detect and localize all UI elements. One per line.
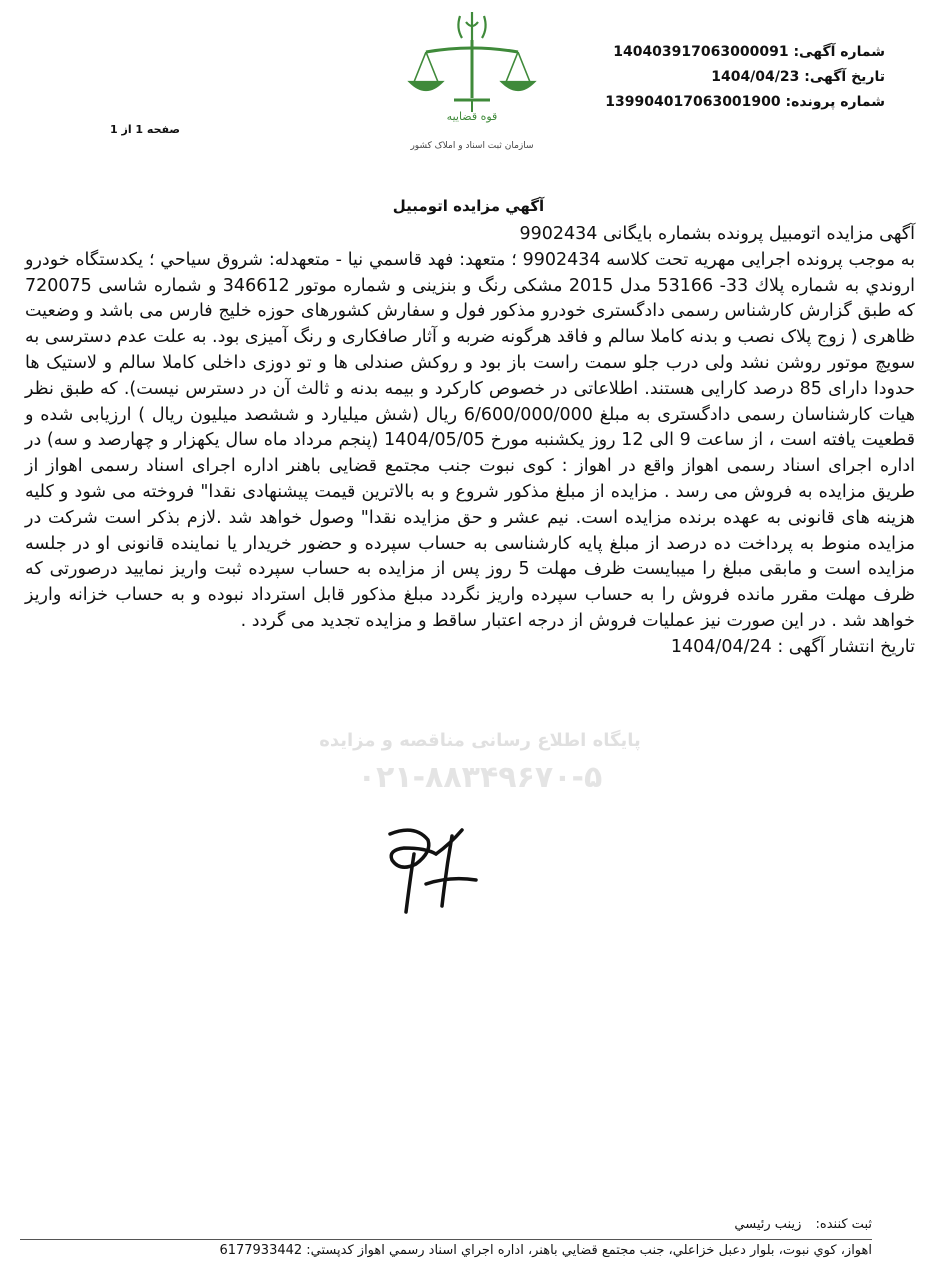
case-number: 139904017063001900: [605, 94, 781, 110]
watermark-phone: ۰۲۱-۸۸۳۴۹۶۷۰-۵: [357, 760, 603, 795]
watermark-line1: پایگاه اطلاع رسانی مناقصه و مزایده: [319, 730, 641, 751]
registrar-row: [20, 1213, 872, 1236]
notice-date-label: تاریخ آگهی:: [804, 69, 885, 85]
notice-number-row: [555, 40, 885, 65]
notice-main-text: به موجب پرونده اجرایی مهریه تحت کلاسه 9902434 ؛ متعهد: فهد قاسمي نيا - متعهدله: شروق سياحي ؛ يکدستگاه خودرو اروندي به شماره پلاك 33- 53166 مدل 2015 مشکی رنگ و بنزینی و شماره موتور 346612 و شماره شاسی 720075 که طبق گزارش کارشناس رسمی دادگستری خودرو مذکور فول و سفارش کشورهای حوزه خلیج فارس می باشد و وضعیت ظاهری ( زوج پلاک نصب و بدنه کاملا سالم و فاقد هرگونه ضربه و آثار صافکاری و رنگ آمیزی بود. به علت عدم دسترسی به سویچ موتور روشن نشد ولی درب جلو سمت راست باز بود و روکش صندلی ها و تو دوزی داخلی کاملا سالم و لاستیک ها حدودا دارای 85 درصد کارایی هستند. اطلاعاتی در خصوص کارکرد و بیمه بدنه و ثالث آن در دسترس نیست). که طبق نظر هیات کارشناسان رسمی دادگستری به مبلغ 6/600/000/000 ریال (شش میلیارد و ششصد میلیون ریال ) ارزیابی شده و قطعیت یافته است ، از ساعت 9 الی 12 روز یکشنبه مورخ 1404/05/05 (پنجم مرداد ماه سال یکهزار و چهارصد و سه) در اداره اجرای اسناد رسمی اهواز واقع در اهواز : کوی نبوت جنب مجتمع قضایی باهنر اداره اجرای اسناد رسمی اهواز از طریق مزایده به فروش می رسد . مزایده از مبلغ مذکور شروع و به بالاترین قیمت پیشنهادی نقدا" فروخته می شود و کلیه هزینه های قانونی به عهده برنده مزایده است. نیم عشر و حق مزایده نقدا" وصول خواهد شد .لازم بذکر است شرکت در مزایده منوط به پرداخت ده درصد از مبلغ پایه کارشناسی به حساب سپرده و حضور خریدار یا نماینده قانونی او در جلسه مزایده است و مابقی مبلغ را میبایست ظرف مهلت 5 روز پس از مزایده به حساب سپرده ثبت واریز نمایید درصورتی که ظرف مهلت مقرر مانده فروش را به حساب سپرده واریز نگردد مبلغ مذکور قابل استرداد نبوده و به حساب خزانه واریز خواهد شد . در این صورت نیز عملیات فروش از درجه اعتبار ساقط و مزایده تجدید می گردد .: [25, 249, 916, 631]
judiciary-emblem-icon: [392, 8, 552, 158]
publish-date: تاریخ انتشار آگهی : 1404/04/24: [670, 636, 915, 657]
emblem-org-line2: سازمان ثبت اسناد و املاک کشور: [410, 141, 534, 151]
registrar-label: ثبت کننده:: [815, 1217, 872, 1232]
emblem-org-line1: قوه قضاییه: [446, 110, 498, 123]
case-number-label: شماره پرونده:: [785, 94, 885, 110]
notice-date: 1404/04/23: [711, 69, 800, 85]
notice-title: آگهي مزايده اتومبيل: [392, 197, 545, 215]
address-row: [20, 1239, 872, 1262]
notice-meta: [555, 40, 885, 115]
footer: [20, 1213, 872, 1262]
registrar-name: زينب رئيسي: [734, 1217, 802, 1232]
notice-lead: آگهی مزایده اتومبیل پرونده بشماره بایگانی 9902434: [519, 224, 915, 244]
signature-icon: [370, 820, 490, 920]
notice-number: 140403917063000091: [613, 44, 789, 60]
case-number-row: [555, 90, 885, 115]
office-address: اهواز، كوي نبوت، بلوار دعبل خزاعلي، جنب مجتمع قضايي باهنر، اداره اجراي اسناد رسمي اهواز كدپستي:: [306, 1243, 872, 1258]
footer-divider: [20, 1239, 872, 1240]
notice-number-label: شماره آگهی:: [793, 44, 885, 60]
postal-code: 6177933442: [219, 1243, 303, 1258]
notice-date-row: [555, 65, 885, 90]
notice-body: [25, 222, 915, 661]
page-indicator: صفحه 1 از 1: [110, 123, 181, 136]
